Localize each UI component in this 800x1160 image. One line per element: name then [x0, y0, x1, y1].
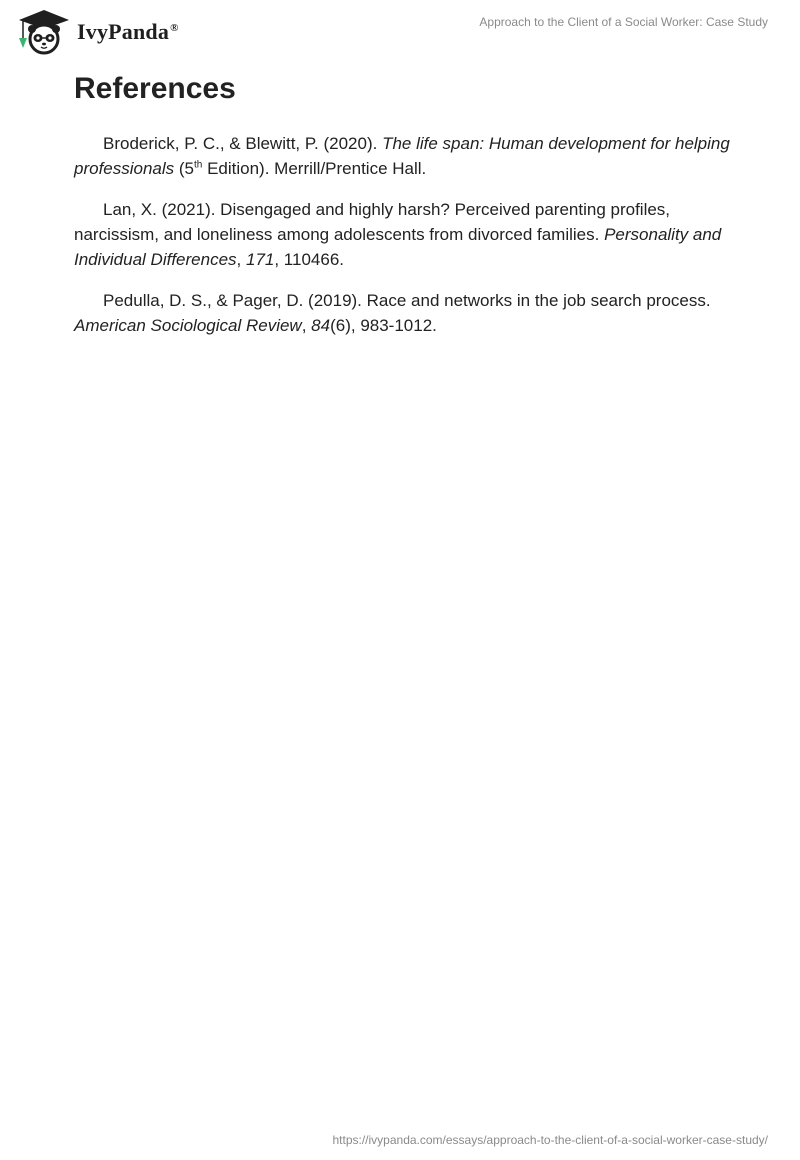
panda-graduation-cap-icon [15, 8, 73, 56]
references-heading: References [74, 72, 236, 105]
reference-item: Lan, X. (2021). Disengaged and highly harsh? Perceived parenting profiles, narcissism, and loneliness among adolescents from divorced families. Personality and Individual Differences, 171, 110466. [74, 200, 722, 269]
reference-item: Pedulla, D. S., & Pager, D. (2019). Race and networks in the job search process. American Sociological Review, 84(6), 983-1012. [74, 291, 711, 335]
references-list [74, 131, 734, 354]
document-title: Approach to the Client of a Social Worker: Case Study [479, 15, 768, 29]
brand-name: IvyPanda® [77, 19, 179, 44]
ivypanda-logo[interactable] [15, 8, 179, 56]
reference-item: Broderick, P. C., & Blewitt, P. (2020). The life span: Human development for helping professionals (5th Edition). Merrill/Prentice Hall. [74, 134, 730, 178]
source-url-link[interactable]: https://ivypanda.com/essays/approach-to-the-client-of-a-social-worker-case-study/ [332, 1133, 768, 1147]
